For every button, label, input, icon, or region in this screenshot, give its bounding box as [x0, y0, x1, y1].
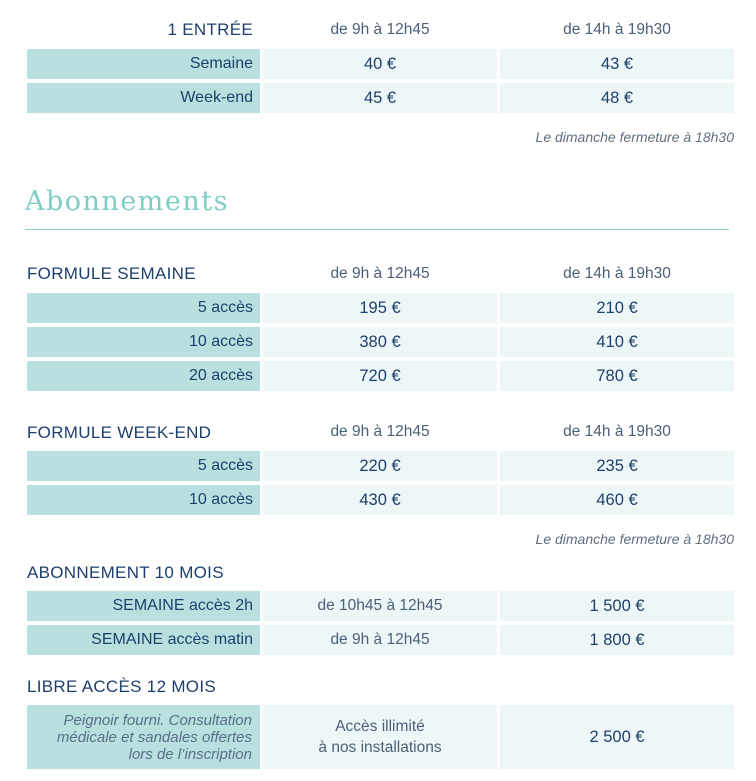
semaine-row-value: 195 €: [263, 293, 497, 323]
libre-label: [27, 705, 260, 769]
entry-row-value: 45 €: [263, 83, 497, 113]
weekend-row-value: 430 €: [263, 485, 497, 515]
semaine-row-value: 410 €: [500, 327, 734, 357]
libre-label-line: lors de l’inscription: [128, 745, 252, 763]
dix-mois-row-hours: de 10h45 à 12h45: [263, 591, 497, 621]
semaine-row-label: 10 accès: [27, 327, 260, 357]
weekend-col-morning: de 9h à 12h45: [330, 423, 430, 440]
entry-header: 1 ENTRÉE: [167, 20, 253, 39]
semaine-row-value: 780 €: [500, 361, 734, 391]
weekend-row-value: 220 €: [263, 451, 497, 481]
libre-label-line: médicale et sandales offertes: [56, 728, 252, 746]
semaine-row-value: 380 €: [263, 327, 497, 357]
dix-mois-row-hours: de 9h à 12h45: [263, 625, 497, 655]
dix-mois-row-label: SEMAINE accès matin: [27, 625, 260, 655]
entry-col-afternoon: de 14h à 19h30: [563, 21, 671, 38]
semaine-row-label: 5 accès: [27, 293, 260, 323]
semaine-row-value: 720 €: [263, 361, 497, 391]
entry-row-value: 40 €: [263, 49, 497, 79]
entry-row-label: Semaine: [27, 49, 260, 79]
section-divider: [25, 229, 729, 230]
weekend-row-value: 460 €: [500, 485, 734, 515]
weekend-row-label: 5 accès: [27, 451, 260, 481]
dix-mois-row-price: 1 800 €: [500, 625, 734, 655]
dix-mois-row-price: 1 500 €: [500, 591, 734, 621]
weekend-row-value: 235 €: [500, 451, 734, 481]
libre-price: 2 500 €: [500, 705, 734, 769]
dix-mois-header: ABONNEMENT 10 MOIS: [27, 563, 224, 582]
semaine-row-value: 210 €: [500, 293, 734, 323]
weekend-sunday-note: Le dimanche fermeture à 18h30: [535, 531, 734, 547]
dix-mois-row-label: SEMAINE accès 2h: [27, 591, 260, 621]
weekend-row-label: 10 accès: [27, 485, 260, 515]
libre-access-description: [263, 705, 497, 769]
semaine-row-label: 20 accès: [27, 361, 260, 391]
libre-access-line: Accès illimité: [335, 718, 425, 735]
semaine-col-morning: de 9h à 12h45: [330, 265, 430, 282]
libre-header: LIBRE ACCÈS 12 MOIS: [27, 677, 216, 696]
entry-row-value: 43 €: [500, 49, 734, 79]
entry-col-morning: de 9h à 12h45: [330, 21, 430, 38]
libre-label-line: Peignoir fourni. Consultation: [63, 711, 252, 729]
weekend-col-afternoon: de 14h à 19h30: [563, 423, 671, 440]
libre-access-line: à nos installations: [318, 739, 442, 756]
semaine-col-afternoon: de 14h à 19h30: [563, 265, 671, 282]
entry-row-value: 48 €: [500, 83, 734, 113]
semaine-header: FORMULE SEMAINE: [27, 264, 196, 283]
entry-row-label: Week-end: [27, 83, 260, 113]
weekend-header: FORMULE WEEK-END: [27, 423, 212, 442]
section-title: Abonnements: [25, 186, 229, 217]
entry-sunday-note: Le dimanche fermeture à 18h30: [535, 129, 734, 145]
